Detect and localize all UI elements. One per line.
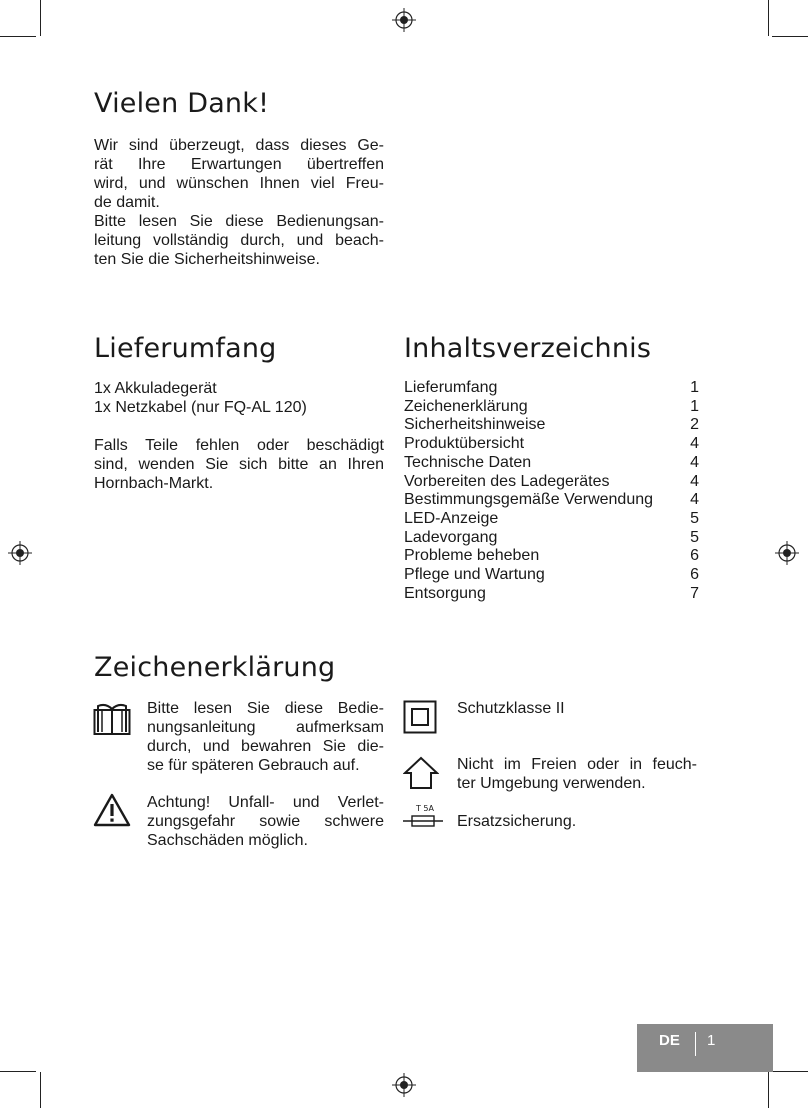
page-number: 1 xyxy=(707,1032,716,1049)
toc-entry[interactable] xyxy=(404,510,699,529)
manual-line: durch, und bewahren Sie die- xyxy=(147,738,384,755)
toc-entry[interactable] xyxy=(404,547,699,566)
page-tab xyxy=(637,1024,773,1072)
warning-line: Achtung! Unfall- und Verlet- xyxy=(147,794,384,811)
toc-entry-page: 5 xyxy=(690,509,699,527)
toc-entry-page: 4 xyxy=(690,435,699,453)
intro-line: ten Sie die Sicherheitshinweise. xyxy=(94,251,320,268)
toc-entry[interactable] xyxy=(404,585,699,604)
toc-entry-label: Lieferumfang xyxy=(404,379,498,396)
house-icon xyxy=(403,756,439,790)
registration-mark-icon xyxy=(775,541,799,565)
toc-entry[interactable] xyxy=(404,435,699,454)
toc-entry-page: 4 xyxy=(690,453,699,471)
scope-items xyxy=(94,379,384,417)
toc-entry-page: 4 xyxy=(690,472,699,490)
toc-entry[interactable] xyxy=(404,416,699,435)
toc-entry-label: Produktübersicht xyxy=(404,435,525,453)
toc-entry[interactable] xyxy=(404,473,699,492)
intro-line: wird, und wünschen Ihnen viel Freu- xyxy=(94,175,384,192)
protection-line: Schutzklasse II xyxy=(457,700,565,717)
toc-entry-label: Zeichenerklärung xyxy=(404,397,528,415)
crop-mark xyxy=(772,1071,808,1072)
crop-mark xyxy=(0,1071,36,1072)
tab-divider xyxy=(695,1032,696,1056)
toc-entry[interactable] xyxy=(404,379,699,398)
warning-line: Sachschäden möglich. xyxy=(147,832,308,849)
fuse-line: Ersatzsicherung. xyxy=(457,813,577,830)
toc-entry-label: Vorbereiten des Ladegerätes xyxy=(404,472,610,490)
toc-entry-label: Pflege und Wartung xyxy=(404,566,545,584)
crop-mark xyxy=(768,0,769,36)
registration-mark-icon xyxy=(392,1073,416,1097)
warning-text xyxy=(147,793,384,850)
toc-entry[interactable] xyxy=(404,454,699,473)
intro-line: leitung vollständig durch, und beach- xyxy=(94,232,384,249)
protection-text xyxy=(457,699,697,718)
toc-entry[interactable] xyxy=(404,566,699,585)
crop-mark xyxy=(772,36,808,37)
toc-entry-page: 1 xyxy=(690,379,699,396)
manual-text xyxy=(147,699,384,775)
registration-mark-icon xyxy=(8,541,32,565)
manual-line: se für späteren Gebrauch auf. xyxy=(147,757,360,774)
scope-note-line: Falls Teile fehlen oder beschädigt xyxy=(94,437,384,454)
toc-entry-page: 1 xyxy=(690,397,699,415)
intro-text xyxy=(94,136,384,269)
crop-mark xyxy=(768,1072,769,1108)
crop-mark xyxy=(0,36,36,37)
intro-line: rät Ihre Erwartungen übertreffen xyxy=(94,156,384,173)
scope-title: Lieferumfang xyxy=(94,333,277,364)
crop-mark xyxy=(40,0,41,36)
registration-mark-icon xyxy=(392,8,416,32)
toc-entry-label: Entsorgung xyxy=(404,584,486,602)
toc-title: Inhaltsverzeichnis xyxy=(404,333,652,364)
toc-entry-page: 2 xyxy=(690,416,699,434)
double-square-icon xyxy=(403,700,437,734)
manual-line: nungsanleitung aufmerksam xyxy=(147,719,384,736)
toc-entry-page: 6 xyxy=(690,547,699,565)
language-label: DE xyxy=(659,1032,680,1049)
toc-list xyxy=(404,379,699,603)
toc-entry-page: 6 xyxy=(690,566,699,584)
toc-entry-page: 7 xyxy=(690,584,699,602)
indoor-line: ter Umgebung verwenden. xyxy=(457,775,646,792)
crop-mark xyxy=(40,1072,41,1108)
toc-entry-label: Sicherheitshinweise xyxy=(404,416,546,434)
toc-entry-label: Probleme beheben xyxy=(404,547,540,565)
intro-title: Vielen Dank! xyxy=(94,88,270,119)
manual-line: Bitte lesen Sie diese Bedie- xyxy=(147,700,384,717)
indoor-line: Nicht im Freien oder in feuch- xyxy=(457,756,697,773)
toc-entry-label: LED-Anzeige xyxy=(404,509,499,527)
scope-note-line: Hornbach-Markt. xyxy=(94,475,214,492)
indoor-text xyxy=(457,755,697,793)
toc-entry[interactable] xyxy=(404,398,699,417)
warning-icon xyxy=(93,793,131,827)
fuse-icon xyxy=(403,814,443,828)
book-icon xyxy=(93,702,131,736)
toc-entry-label: Ladevorgang xyxy=(404,528,498,546)
scope-item: 1x Netzkabel (nur FQ-AL 120) xyxy=(94,399,307,416)
toc-entry[interactable] xyxy=(404,529,699,548)
toc-entry[interactable] xyxy=(404,491,699,510)
fuse-text xyxy=(457,812,697,831)
scope-note xyxy=(94,436,384,493)
intro-line: de damit. xyxy=(94,194,160,211)
scope-note-line: sind, wenden Sie sich bitte an Ihren xyxy=(94,456,384,473)
scope-item: 1x Akkuladegerät xyxy=(94,380,217,397)
toc-entry-page: 4 xyxy=(690,491,699,509)
warning-line: zungsgefahr sowie schwere xyxy=(147,813,384,830)
toc-entry-label: Technische Daten xyxy=(404,453,532,471)
symbols-title: Zeichenerklärung xyxy=(94,652,336,683)
fuse-icon-label: T 5A xyxy=(416,804,434,813)
intro-line: Wir sind überzeugt, dass dieses Ge- xyxy=(94,137,384,154)
toc-entry-page: 5 xyxy=(690,528,699,546)
intro-line: Bitte lesen Sie diese Bedienungsan- xyxy=(94,213,384,230)
toc-entry-label: Bestimmungsgemäße Verwendung xyxy=(404,491,654,509)
